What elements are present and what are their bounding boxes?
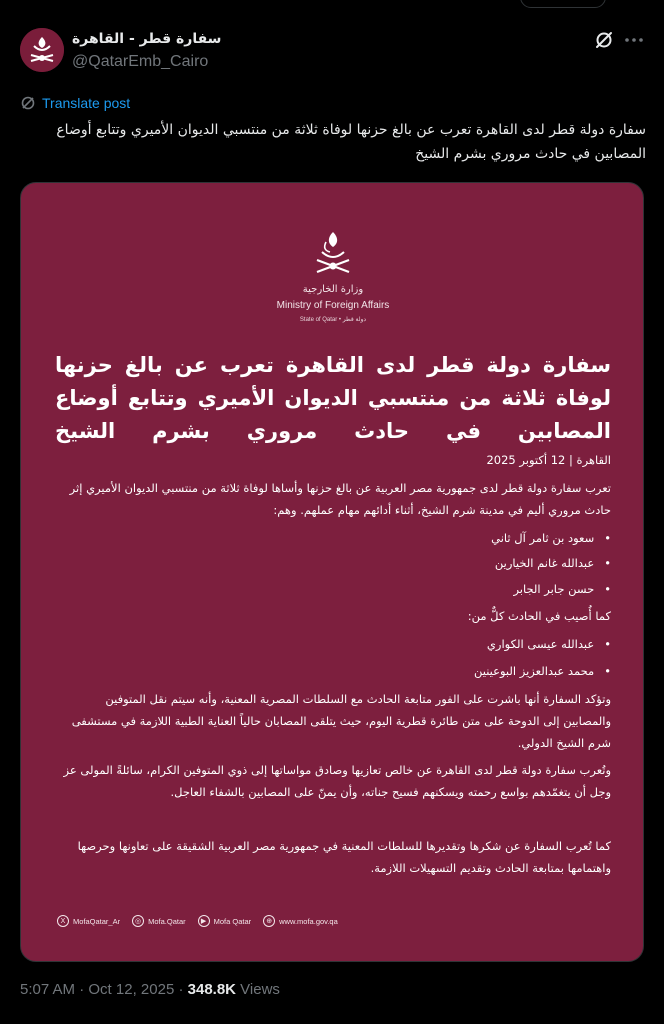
previous-post-pill: [520, 0, 606, 8]
more-options-button[interactable]: [622, 28, 646, 52]
avatar[interactable]: [20, 28, 64, 72]
views-count[interactable]: 348.8K: [187, 981, 237, 998]
social-x-label: MofaQatar_Ar: [73, 916, 121, 926]
more-dots-icon: [622, 28, 646, 52]
translate-label[interactable]: Translate post: [42, 95, 131, 111]
post-metadata: [20, 981, 280, 1003]
qatar-emblem-icon: [308, 228, 358, 278]
grok-button[interactable]: [592, 28, 616, 52]
grok-icon: [592, 28, 616, 52]
translate-icon: [20, 95, 36, 111]
ministry-name-english: Ministry of Foreign Affairs: [276, 300, 390, 311]
meta-separator: ·: [174, 981, 188, 998]
release-paragraph-4: وتُعرب سفارة دولة قطر لدى القاهرة عن خالص تعازيها وصادق مواساتها إلى ذوي المتوفين الكرام، سائلةً المولى عز وجل أن يتغمّدهم بواسع رحمته ويسكنهم فسيح جناته، وأن يمنّ على المصابين بالشفاء العاجل.: [63, 763, 611, 799]
translate-post-link[interactable]: [20, 93, 130, 113]
list-item-deceased: • عبدالله غانم الخيارين: [55, 552, 611, 574]
social-x: [57, 915, 120, 927]
release-paragraph-5: كما تُعرب السفارة عن شكرها وتقديرها للسلطات المعنية في جمهورية مصر العربية الشقيقة على تعاونها وحرصها واهتمامها بمتابعة الحادث وتقديم التسهيلات اللازمة.: [77, 839, 611, 875]
list-item-injured: • محمد عبدالعزيز البوعينين: [55, 660, 611, 682]
ministry-logo: [21, 228, 644, 328]
youtube-icon: ▶: [198, 915, 210, 927]
instagram-icon: ◎: [132, 915, 144, 927]
views-label: Views: [236, 981, 280, 998]
previous-post-edge: [0, 0, 664, 12]
social-instagram: [132, 915, 186, 927]
globe-icon: ⊕: [263, 915, 275, 927]
ministry-name-arabic: وزارة الخارجية: [302, 284, 364, 295]
social-instagram-label: Mofa.Qatar: [148, 916, 186, 926]
social-website: [263, 915, 338, 927]
social-links-footer: [57, 913, 338, 929]
post-time[interactable]: 5:07 AM: [20, 981, 76, 998]
post-date[interactable]: Oct 12, 2025: [88, 981, 175, 998]
x-icon: X: [57, 915, 69, 927]
social-youtube: [198, 915, 252, 927]
post-header: [0, 22, 664, 82]
social-youtube-label: Mofa Qatar: [213, 916, 252, 926]
post-image[interactable]: [20, 182, 644, 962]
qatar-emblem-avatar-icon: [20, 28, 64, 72]
post-text: سفارة دولة قطر لدى القاهرة تعرب عن بالغ حزنها لوفاة ثلاثة من منتسبي الديوان الأميري وتتابع أوضاع المصابين في حادث مروري بشرم الشيخ: [56, 122, 646, 162]
press-release-title: سفارة دولة قطر لدى القاهرة تعرب عن بالغ حزنها لوفاة ثلاثة من منتسبي الديوان الأميري وتتابع أوضاع المصابين في حادث مروري بشرم الشيخ: [55, 353, 611, 443]
release-date-line: القاهرة | 12 أكتوبر 2025: [486, 453, 611, 467]
release-paragraph-2: كما أُصيب في الحادث كلٌّ من:: [467, 609, 611, 623]
list-item-deceased: • حسن جابر الجابر: [55, 578, 611, 600]
list-item-injured: • عبدالله عيسى الكواري: [55, 633, 611, 655]
state-of-qatar-label: State of Qatar • دولة قطر: [299, 317, 367, 323]
release-paragraph-1: تعرب سفارة دولة قطر لدى جمهورية مصر العربية عن بالغ حزنها وأساها لوفاة ثلاثة من منتسبي الديوان الأميري إثر حادث مروري أليم في مدينة شرم الشيخ، أثناء أدائهم مهام عملهم. وهم:: [69, 481, 611, 517]
release-paragraph-3: وتؤكد السفارة أنها باشرت على الفور متابعة الحادث مع السلطات المصرية المعنية، وأنه سيتم نقل المتوفين والمصابين إلى الدوحة على متن طائرة قطرية اليوم، حيث يتلقى المصابان حالياً العناية الطبية اللازمة في مستشفى شرم الشيخ الدولي.: [71, 692, 611, 750]
list-item-deceased: • سعود بن ثامر آل ثاني: [55, 527, 611, 549]
meta-separator: ·: [75, 981, 89, 998]
display-name[interactable]: سفارة قطر - القاهرة: [72, 31, 222, 47]
account-handle[interactable]: @QatarEmb_Cairo: [72, 53, 209, 70]
social-website-label: www.mofa.gov.qa: [279, 916, 338, 926]
